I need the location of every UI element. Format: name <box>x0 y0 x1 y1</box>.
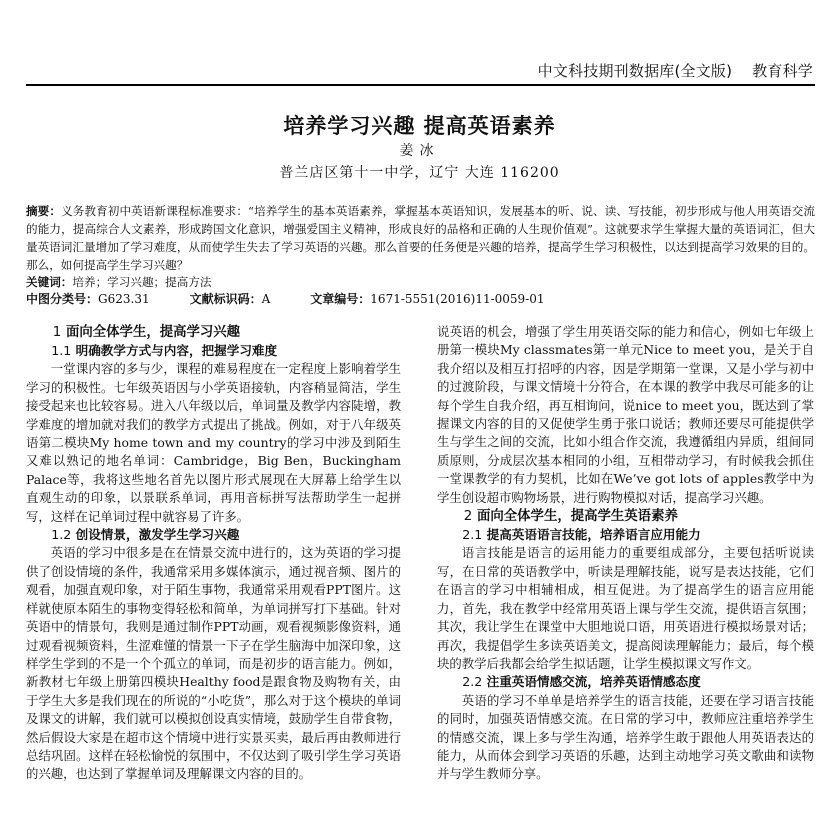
section-number: 2 <box>463 509 473 525</box>
section-2-heading <box>437 507 814 526</box>
doc-code-label: 文献标识码： <box>189 292 262 306</box>
journal-category: 教育科学 <box>752 62 813 80</box>
subsection-title: 注重英语情感交流，培养英语情感态度 <box>486 674 701 690</box>
article-number-label: 文章编号： <box>310 292 371 306</box>
doc-code-value: A <box>261 292 271 306</box>
section-1-1-heading <box>26 342 401 360</box>
subsection-title: 明确教学方式与内容，把握学习难度 <box>75 343 278 358</box>
paragraph: 英语的学习不单单是培养学生的语言技能，还要在学习语言技能的同时，加强英语情感交流。在日常的学习中，教师应注重培养学生的情感交流，课上多与学生沟通，培养学生敢于跟他人用英语表达的能力，从而体会到学习英语的乐趣，达到主动地学习英文歌曲和读物并与学生教师分享。 <box>437 692 814 782</box>
subsection-title: 提高英语语言技能，培养语言应用能力 <box>486 527 701 543</box>
article-title: 培养学习兴趣 提高英语素养 <box>283 114 556 138</box>
journal-header <box>538 60 813 81</box>
classification-line <box>26 291 815 307</box>
section-title: 面向全体学生，提高学生英语素养 <box>477 509 678 525</box>
clc-label: 中图分类号： <box>26 292 99 306</box>
left-column <box>26 323 401 784</box>
header-rule <box>26 84 815 86</box>
section-title: 面向全体学生，提高学习兴趣 <box>66 325 241 340</box>
section-2-2-heading <box>437 673 814 691</box>
clc-value: G623.31 <box>98 292 150 306</box>
abstract <box>26 202 815 274</box>
paragraph: 英语的学习中很多是在在情景交流中进行的，这为英语的学习提供了创设情境的条件，我通常采用多媒体演示，通过视音频、图片的观看，加强直观印象，对于陌生事物，我通常采用观看PPT图片。这样就使原本陌生的事物变得轻松和简单，为单词拼写打下基础。针对英语中的情景句，我则是通过制作PPT动画，观看视频影像资料，通过观看视频资料，生涩难懂的情景一下子在学生脑海中加深印象，这样学生学到的不是一个个孤立的单词，而是初步的语言能力。例如，新教材七年级上册第四模块Healthy food是跟食物及购物有关，由于学生大多是我们现在的所说的“小吃货”，那么对于这个模块的单词及课文的讲解，我们就可以模拟创设真实情境，鼓励学生自带食物，然后假设大家是在超市这个情境中进行实景买卖，最后再由教师进行总结巩固。这样在轻松愉悦的氛围中，不仅达到了吸引学生学习英语的兴趣，也达到了掌握单词及理解课文内容的目的。 <box>26 545 401 782</box>
article-author: 姜冰 <box>399 143 440 159</box>
keywords <box>26 274 815 290</box>
subsection-number: 1.2 <box>51 527 72 543</box>
keywords-label: 关键词： <box>26 275 73 289</box>
section-2-1-heading <box>437 526 814 544</box>
section-number: 1 <box>52 325 62 340</box>
paragraph: 一堂课内容的多与少，课程的难易程度在一定程度上影响着学生学习的积极性。七年级英语因与小学英语接轨，内容稍显简洁，学生接受起来也比较容易。进入八年级以后，单词量及教学内容陡增，教学难度的增加就对我们的教学方式提出了挑战。例如，对于八年级英语第二模块My home town and my country的学习中涉及到陌生又难以熟记的地名单词：Cambridge，Big Ben，Buckingham Palace等，我将这些地名首先以图片形式展现在大屏幕上给学生以直观生动的印象，以景联系单词，再用音标拼写法帮助学生一起拼写，这样在记单词过程中就容易了许多。 <box>26 361 401 524</box>
subsection-title: 创设情景，激发学生学习兴趣 <box>75 527 240 543</box>
paragraph-continued: 说英语的机会，增强了学生用英语交际的能力和信心，例如七年级上册第一模块My classmates第一单元Nice to meet you，是关于自我介绍以及相互打招呼的内容，因是学期第一堂课，又是小学与初中的过渡阶段，与课文情境十分符合，在本课的教学中我尽可能多的让每个学生自我介绍，再互相询问，说nice to meet you，既达到了掌握课文内容的目的又促使学生勇于张口说话；教师还要尽可能提供学生与学生之间的交流，比如小组合作交流，我遵循组内异质，组间同质原则，分成层次基本相同的小组，互相带动学习，有时候我会抓住一堂课教学的有力契机，比如在We’ve got lots of apples教学中为学生创设超市购物场景，进行购物模拟对话，提高学习兴趣。 <box>437 324 814 505</box>
section-1-heading <box>26 323 401 342</box>
author-affiliation: 普兰店区第十一中学，辽宁 大连 116200 <box>279 165 560 181</box>
section-1-2-heading <box>26 526 401 544</box>
right-column <box>437 323 814 784</box>
subsection-number: 2.1 <box>462 527 483 543</box>
article-number-value: 1671-5551(2016)11-0059-01 <box>370 292 545 306</box>
paragraph: 语言技能是语言的运用能力的重要组成部分，主要包括听说读写，在日常的英语教学中，听读是理解技能，说写是表达技能，它们在语言的学习中相辅相成，相互促进。为了提高学生的语言应用能力，首先，我在教学中经常用英语上课与学生交流，提供语言氛围；其次，我让学生在课堂中大胆地说口语，用英语进行模拟场景对话；再次，我提倡学生多读英语美文，提高阅读理解能力；最后，每个模块的教学后我都会给学生拟话题，让学生模拟课文写作文。 <box>437 545 814 671</box>
subsection-number: 1.1 <box>51 343 72 358</box>
abstract-text: 义务教育初中英语新课程标准要求：“培养学生的基本英语素养，掌握基本英语知识，发展基本的听、说、读、写技能，初步形成与他人用英语交流的能力，提高综合人文素养，形成跨国文化意识，增强爱国主义精神，形成良好的品格和正确的人生现价值观”。这就要求学生掌握大量的英语词汇，但大量英语词汇量增加了学习难度，从而使学生失去了学习英语的兴趣。那么首要的任务便是兴趣的培养，提高学生学习积极性，以达到提高学习效果的目的。那么，如何提高学生学习兴趣？ <box>26 204 815 272</box>
database-name: 中文科技期刊数据库(全文版) <box>537 62 733 80</box>
keywords-text: 培养；学习兴趣；提高方法 <box>72 275 212 289</box>
abstract-label: 摘要： <box>26 204 62 218</box>
subsection-number: 2.2 <box>462 674 483 690</box>
